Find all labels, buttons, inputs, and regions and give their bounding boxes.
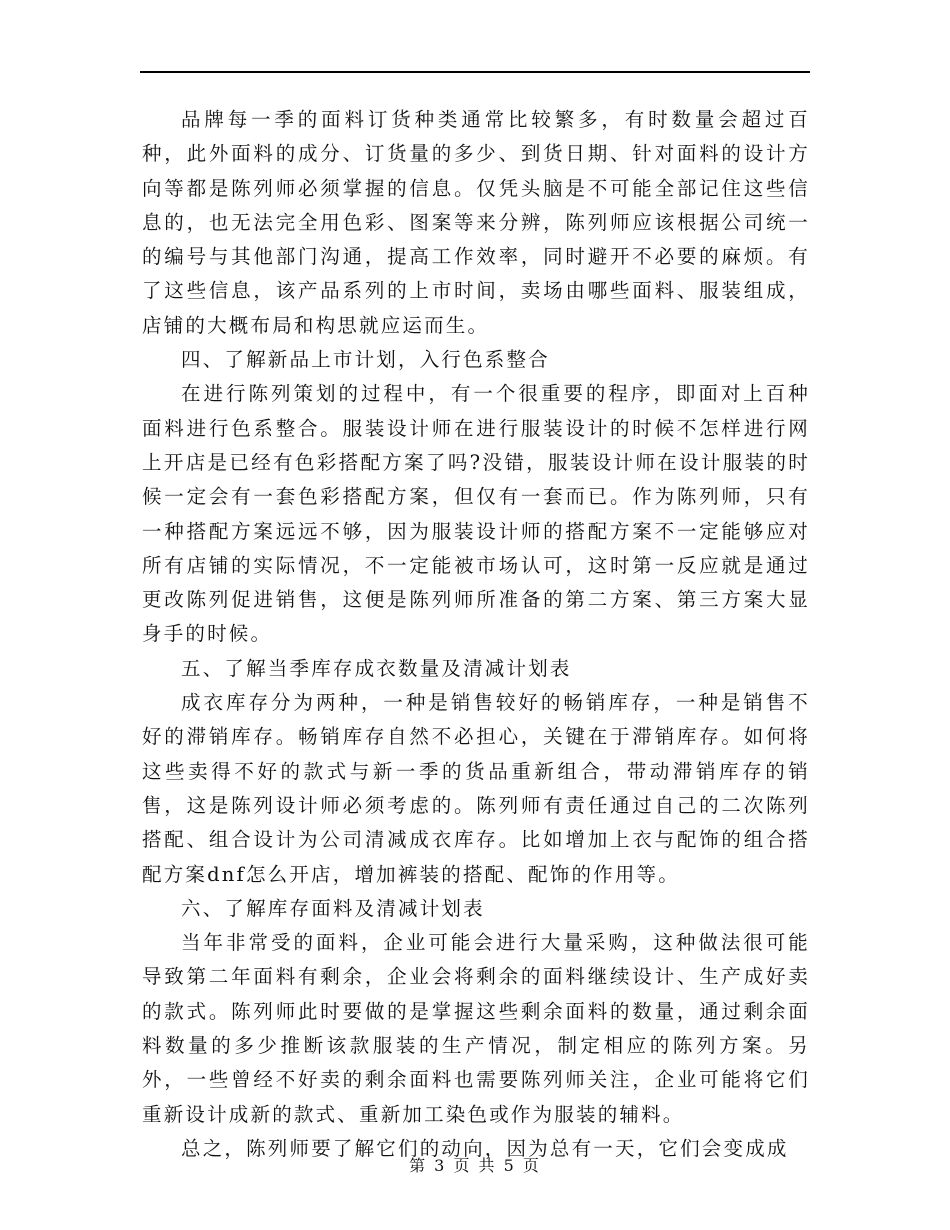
paragraph-fabric-info: 品牌每一季的面料订货种类通常比较繁多，有时数量会超过百种，此外面料的成分、订货量的多少、到货日期、针对面料的设计方向等都是陈列师必须掌握的信息。仅凭头脑是不可能全部记住这些信息的，也无法完全用色彩、图案等来分辨，陈列师应该根据公司统一的编号与其他部门沟通，提高工作效率，同时避开不必要的麻烦。有了这些信息，该产品系列的上市时间，卖场由哪些面料、服装组成，店铺的大概布局和构思就应运而生。 xyxy=(142,108,810,337)
section-heading-4: 四、了解新品上市计划，入行色系整合 xyxy=(181,348,550,372)
section-heading-6: 六、了解库存面料及清减计划表 xyxy=(181,896,485,920)
paragraph-conclusion: 总之，陈列师要了解它们的动向，因为总有一天，它们会变成成 xyxy=(181,1136,789,1160)
paragraph-garment-inventory: 成衣库存分为两种，一种是销售较好的畅销库存，一种是销售不好的滞销库存。畅销库存自然不必担心，关键在于滞销库存。如何将这些卖得不好的款式与新一季的货品重新组合，带动滞销库存的销售，这是陈列设计师必须考虑的。陈列师有责任通过自己的二次陈列搭配、组合设计为公司清减成衣库存。比如增加上衣与配饰的组合搭配方案dnf怎么开店，增加裤装的搭配、配饰的作用等。 xyxy=(142,691,810,886)
section-heading-5: 五、了解当季库存成衣数量及清减计划表 xyxy=(181,656,572,680)
paragraph-color-integration: 在进行陈列策划的过程中，有一个很重要的程序，即面对上百种面料进行色系整合。服装设计师在进行服装设计的时候不怎样进行网上开店是已经有色彩搭配方案了吗?没错，服装设计师在设计服装的时候一定会有一套色彩搭配方案，但仅有一套而已。作为陈列师，只有一种搭配方案远远不够，因为服装设计师的搭配方案不一定能够应对所有店铺的实际情况，不一定能被市场认可，这时第一反应就是通过更改陈列促进销售，这便是陈列师所准备的第二方案、第三方案大显身手的时候。 xyxy=(142,382,810,646)
header-rule xyxy=(140,71,810,73)
paragraph-fabric-inventory: 当年非常受的面料，企业可能会进行大量采购，这种做法很可能导致第二年面料有剩余，企业会将剩余的面料继续设计、生产成好卖的款式。陈列师此时要做的是掌握这些剩余面料的数量，通过剩余面料数量的多少推断该款服装的生产情况，制定相应的陈列方案。另外，一些曾经不好卖的剩余面料也需要陈列师关注，企业可能将它们重新设计成新的款式、重新加工染色或作为服装的辅料。 xyxy=(142,931,810,1126)
page-number: 第 3 页 共 5 页 xyxy=(409,1156,541,1175)
document-body xyxy=(142,103,810,1166)
